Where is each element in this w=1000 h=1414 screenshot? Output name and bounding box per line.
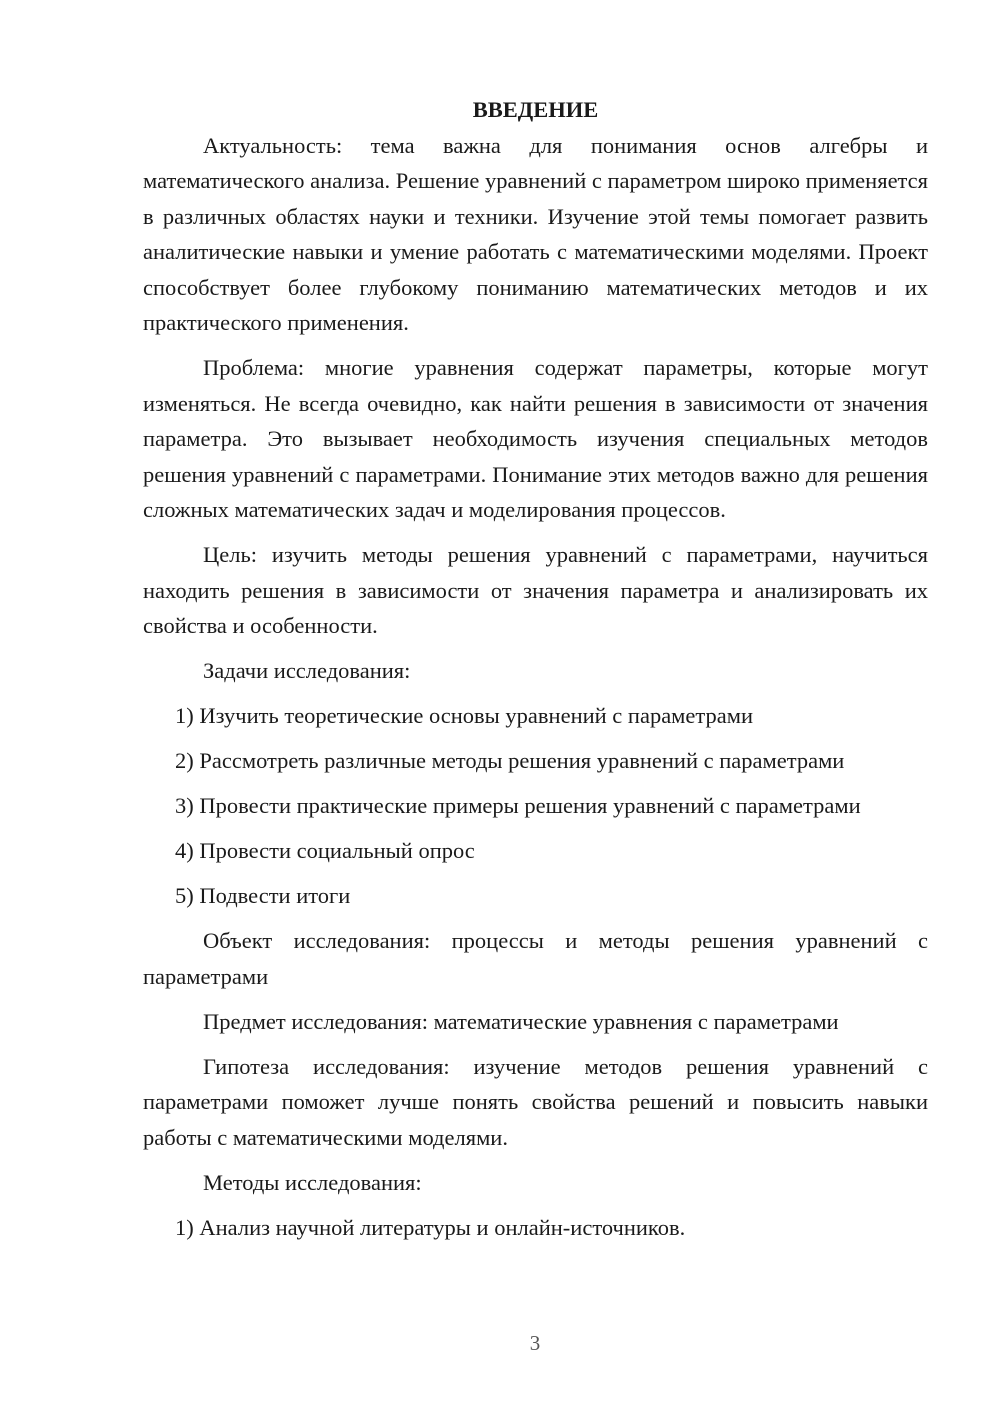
problem-paragraph: Проблема: многие уравнения содержат параметры, которые могут изменяться. Не всегда очевидно, как найти решения в зависимости от значения параметра. Это вызывает необходимость изучения специальных методов решения уравнений с параметрами. Понимание этих методов важно для решения сложных математических задач и моделирования процессов. (143, 355, 928, 522)
subject-paragraph: Предмет исследования: математические уравнения с параметрами (203, 1008, 839, 1034)
goal-paragraph: Цель: изучить методы решения уравнений с параметрами, научиться находить решения в зависимости от значения параметра и анализировать их свойства и особенности. (143, 542, 928, 638)
relevance-paragraph: Актуальность: тема важна для понимания основ алгебры и математического анализа. Решение уравнений с параметром широко применяется в различных областях науки и техники. Изучение этой темы помогает развить аналитические навыки и умение работать с математическими моделями. Проект способствует более глубокому пониманию математических методов и их практического применения. (143, 132, 928, 335)
method-item-1: 1) Анализ научной литературы и онлайн-источников. (175, 1214, 686, 1240)
tasks-heading: Задачи исследования: (203, 658, 411, 683)
section-title: ВВЕДЕНИЕ (472, 97, 599, 122)
task-item-5: 5) Подвести итоги (175, 883, 351, 908)
task-item-3: 3) Провести практические примеры решения уравнений с параметрами (175, 793, 861, 818)
task-item-1: 1) Изучить теоретические основы уравнений с параметрами (175, 703, 754, 728)
document-page (143, 92, 928, 1255)
object-paragraph: Объект исследования: процессы и методы решения уравнений с параметрами (143, 928, 928, 989)
methods-heading: Методы исследования: (203, 1169, 422, 1195)
task-item-4: 4) Провести социальный опрос (175, 838, 475, 863)
task-item-2: 2) Рассмотреть различные методы решения уравнений с параметрами (175, 748, 845, 773)
page-number: 3 (529, 1331, 541, 1355)
hypothesis-paragraph: Гипотеза исследования: изучение методов решения уравнений с параметрами поможет лучше понять свойства решений и повысить навыки работы с математическими моделями. (143, 1053, 928, 1150)
